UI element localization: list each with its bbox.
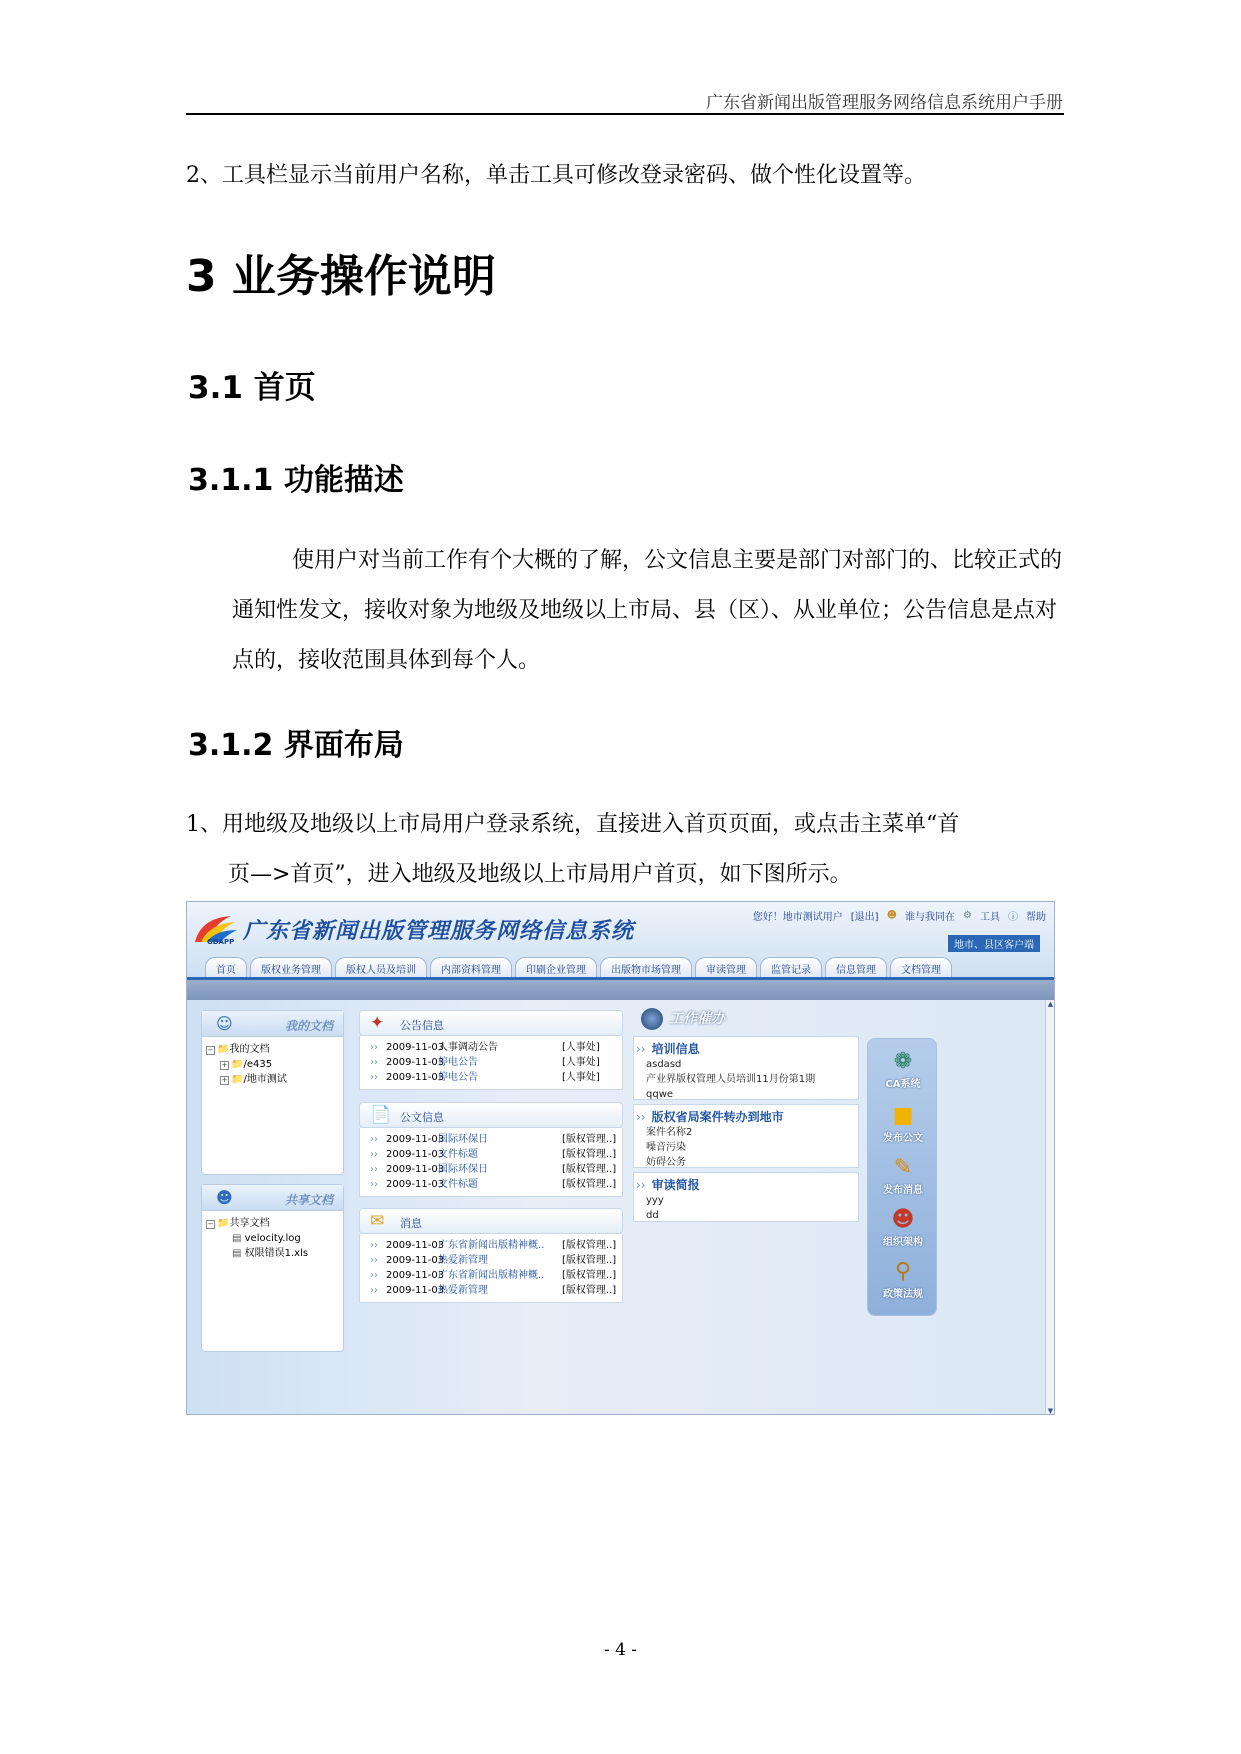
magnifier-icon: ⚲ bbox=[894, 1259, 912, 1284]
tab-4[interactable]: 印刷企业管理 bbox=[515, 957, 597, 977]
section-heading: 3.1 首页 bbox=[188, 370, 316, 406]
training-line[interactable]: qqwe bbox=[646, 1089, 674, 1100]
envelope-icon: ✉ bbox=[370, 1211, 385, 1231]
subsection-heading-function: 3.1.1 功能描述 bbox=[188, 463, 404, 498]
users-icon: ☻ bbox=[216, 1188, 233, 1207]
toolbar-band bbox=[187, 980, 1054, 1000]
item-date: 2009-11-03 bbox=[386, 1134, 445, 1145]
item-date: 2009-11-03 bbox=[386, 1179, 445, 1190]
logo-text: GDAPP bbox=[207, 938, 235, 946]
messages-box bbox=[359, 1208, 623, 1303]
review-title[interactable]: ›› 审读简报 bbox=[636, 1178, 700, 1192]
publish-message-button[interactable]: ✎ 发布消息 bbox=[868, 1155, 938, 1196]
bullet-icon: ›› bbox=[370, 1042, 378, 1053]
file-icon: ▤ bbox=[232, 1233, 242, 1244]
function-description: 使用户对当前工作有个大概的了解，公文信息主要是部门对部门的、比较正式的通知性发文，接收对象为地级及地级以上市局、县（区）、从业单位；公告信息是点对点的，接收范围具体到每个人。 bbox=[232, 548, 1063, 673]
item-tag: [版权管理..] bbox=[562, 1134, 617, 1145]
tab-7[interactable]: 监管记录 bbox=[760, 957, 822, 977]
tree-node-e435[interactable]: + 📁/e435 bbox=[221, 1059, 273, 1070]
logout-link[interactable]: [退出] bbox=[850, 912, 879, 923]
training-box bbox=[633, 1036, 859, 1100]
vertical-scrollbar[interactable] bbox=[1045, 1000, 1054, 1415]
tab-0[interactable]: 首页 bbox=[205, 957, 247, 977]
system-title: 广东省新闻出版管理服务网络信息系统 bbox=[243, 919, 635, 944]
bullet-icon: ›› bbox=[370, 1255, 378, 1266]
cases-title[interactable]: ›› 版权省局案件转办到地市 bbox=[636, 1110, 784, 1124]
training-line[interactable]: 产业界版权管理人员培训11月份第1期 bbox=[646, 1074, 816, 1085]
item-title[interactable]: 广东省新闻出版精神概.. bbox=[438, 1270, 545, 1281]
tree-file-velocity[interactable]: ▤ velocity.log bbox=[232, 1233, 301, 1244]
item-date: 2009-11-03 bbox=[386, 1042, 445, 1053]
scroll-down-icon[interactable]: ▼ bbox=[1047, 1407, 1054, 1415]
collapse-icon[interactable]: − bbox=[207, 1046, 214, 1054]
pencil-icon: ✎ bbox=[893, 1155, 913, 1180]
item-tag: [版权管理..] bbox=[562, 1240, 617, 1251]
my-docs-header bbox=[202, 1011, 343, 1037]
list-item[interactable] bbox=[370, 1055, 622, 1070]
bullet-icon: ›› bbox=[370, 1134, 378, 1145]
header-rule bbox=[186, 113, 1064, 115]
training-title[interactable]: ›› 培训信息 bbox=[636, 1042, 700, 1056]
review-box bbox=[633, 1172, 859, 1222]
bullet-icon: ›› bbox=[370, 1285, 378, 1296]
tools-link[interactable]: 工具 bbox=[980, 912, 1000, 923]
scroll-up-icon[interactable]: ▲ bbox=[1047, 1000, 1054, 1008]
shared-docs-header bbox=[202, 1185, 343, 1211]
ca-icon: ❁ bbox=[893, 1049, 913, 1074]
folder-icon: 📁 bbox=[231, 1059, 244, 1070]
help-link[interactable]: 帮助 bbox=[1026, 912, 1046, 923]
item-date: 2009-11-03 bbox=[386, 1255, 445, 1266]
bullet-icon: ›› bbox=[370, 1270, 378, 1281]
client-badge: 地市、县区客户端 bbox=[948, 935, 1040, 952]
item-date: 2009-11-03 bbox=[386, 1270, 445, 1281]
item-title[interactable]: 国际环保日 bbox=[438, 1164, 488, 1175]
bullet-icon: ›› bbox=[370, 1072, 378, 1083]
item-title[interactable]: 文件标题 bbox=[438, 1149, 478, 1160]
review-line[interactable]: yyy bbox=[646, 1195, 664, 1206]
tab-1[interactable]: 版权业务管理 bbox=[250, 957, 332, 977]
system-homepage-screenshot bbox=[186, 901, 1055, 1415]
item-tag: [版权管理..] bbox=[562, 1149, 617, 1160]
greeting: 您好！地市测试用户 bbox=[752, 912, 843, 923]
review-line[interactable]: dd bbox=[646, 1210, 659, 1221]
item-date: 2009-11-03 bbox=[386, 1240, 445, 1251]
list-item[interactable] bbox=[370, 1162, 622, 1177]
shared-docs-tree bbox=[202, 1211, 343, 1266]
item-title[interactable]: 人事调动公告 bbox=[438, 1042, 498, 1053]
item-tag: [人事处] bbox=[562, 1042, 600, 1053]
bullet-icon: ›› bbox=[370, 1164, 378, 1175]
tree-file-permission-error[interactable]: ▤ 权限错误1.xls bbox=[232, 1248, 309, 1259]
item-title[interactable]: 停电公告 bbox=[438, 1072, 478, 1083]
main-menu-tabs bbox=[205, 957, 952, 977]
tab-2[interactable]: 版权人员及培训 bbox=[335, 957, 427, 977]
my-docs-tree bbox=[202, 1037, 343, 1092]
item-date: 2009-11-03 bbox=[386, 1164, 445, 1175]
clock-icon bbox=[641, 1008, 663, 1030]
folder-icon: ■ bbox=[892, 1103, 914, 1128]
intro-paragraph: 2、工具栏显示当前用户名称，单击工具可修改登录密码、做个性化设置等。 bbox=[186, 163, 926, 188]
item-tag: [版权管理..] bbox=[562, 1285, 617, 1296]
cases-box bbox=[633, 1104, 859, 1168]
user-icon: ☺ bbox=[216, 1014, 233, 1033]
item-tag: [版权管理..] bbox=[562, 1270, 617, 1281]
folder-icon: 📁 bbox=[217, 1218, 230, 1229]
list-item[interactable] bbox=[370, 1132, 622, 1147]
item-tag: [人事处] bbox=[562, 1072, 600, 1083]
people-icon: ☻ bbox=[891, 1207, 915, 1232]
documents-box bbox=[359, 1102, 623, 1197]
expand-icon[interactable]: + bbox=[221, 1061, 228, 1069]
documents-header bbox=[359, 1102, 623, 1128]
item-date: 2009-11-03 bbox=[386, 1149, 445, 1160]
item-title[interactable]: 国际环保日 bbox=[438, 1134, 488, 1145]
file-icon: ▤ bbox=[232, 1248, 242, 1259]
shared-docs-panel bbox=[201, 1184, 344, 1352]
case-line[interactable]: 妨碍公务 bbox=[646, 1157, 686, 1168]
tab-3[interactable]: 内部资料管理 bbox=[430, 957, 512, 977]
list-item[interactable] bbox=[370, 1283, 622, 1298]
megaphone-icon: ✦ bbox=[370, 1013, 385, 1033]
help-icon: ⓘ bbox=[1008, 912, 1018, 923]
item-title[interactable]: 热爱新管理 bbox=[438, 1255, 488, 1266]
online-users-icon: ☻ bbox=[886, 910, 898, 921]
ca-system-button[interactable]: ❁ CA系统 bbox=[868, 1049, 938, 1090]
tab-5[interactable]: 出版物市场管理 bbox=[600, 957, 692, 977]
documents-list bbox=[359, 1128, 623, 1197]
item-date: 2009-11-03 bbox=[386, 1057, 445, 1068]
tab-6[interactable]: 审读管理 bbox=[695, 957, 757, 977]
top-links bbox=[753, 908, 1046, 923]
training-line[interactable]: asdasd bbox=[646, 1059, 682, 1070]
tools-icon: ⚙ bbox=[963, 910, 972, 921]
item-date: 2009-11-03 bbox=[386, 1285, 445, 1296]
bullet-icon: ›› bbox=[370, 1149, 378, 1160]
bullet-icon: ›› bbox=[370, 1057, 378, 1068]
quick-tools bbox=[867, 1038, 937, 1316]
collapse-icon[interactable]: − bbox=[207, 1220, 214, 1228]
item-title[interactable]: 文件标题 bbox=[438, 1179, 478, 1190]
list-item[interactable] bbox=[370, 1177, 622, 1192]
chapter-heading: 3 业务操作说明 bbox=[186, 251, 496, 302]
document-icon: 📄 bbox=[370, 1105, 392, 1125]
notices-title: 公告信息 bbox=[400, 1019, 444, 1032]
work-reminders-title: 工作催办 bbox=[669, 1011, 725, 1027]
publish-document-button[interactable]: ■ 发布公文 bbox=[868, 1103, 938, 1144]
folder-icon: 📁 bbox=[217, 1044, 230, 1055]
item-date: 2009-11-03 bbox=[386, 1072, 445, 1083]
item-tag: [版权管理..] bbox=[562, 1255, 617, 1266]
messages-header bbox=[359, 1208, 623, 1234]
case-line[interactable]: 噪音污染 bbox=[646, 1142, 686, 1153]
case-line[interactable]: 案件名称2 bbox=[646, 1127, 693, 1138]
tab-8[interactable]: 信息管理 bbox=[825, 957, 887, 977]
my-docs-panel bbox=[201, 1010, 344, 1175]
my-docs-title: 我的文档 bbox=[284, 1019, 333, 1033]
list-item[interactable] bbox=[370, 1070, 622, 1085]
item-tag: [版权管理..] bbox=[562, 1164, 617, 1175]
item-tag: [人事处] bbox=[562, 1057, 600, 1068]
messages-title: 消息 bbox=[400, 1217, 422, 1230]
notices-list bbox=[359, 1036, 623, 1090]
step-1-line-1: 1、用地级及地级以上市局用户登录系统，直接进入首页页面，或点击主菜单“首 bbox=[186, 812, 960, 837]
folder-icon: 📁 bbox=[231, 1074, 244, 1085]
page-number: - 4 - bbox=[603, 1640, 638, 1660]
home-content bbox=[187, 1000, 1047, 1415]
list-item[interactable] bbox=[370, 1268, 622, 1283]
bullet-icon: ›› bbox=[370, 1240, 378, 1251]
org-structure-button[interactable]: ☻ 组织架构 bbox=[868, 1207, 938, 1248]
step-1-line-2: 页—>首页”，进入地级及地级以上市局用户首页，如下图所示。 bbox=[228, 862, 852, 887]
list-item[interactable] bbox=[370, 1040, 622, 1055]
item-title[interactable]: 停电公告 bbox=[438, 1057, 478, 1068]
tree-node-shared-root[interactable]: − 📁共享文档 bbox=[207, 1218, 270, 1229]
documents-title: 公文信息 bbox=[400, 1111, 444, 1124]
item-title[interactable]: 热爱新管理 bbox=[438, 1285, 488, 1296]
list-item[interactable] bbox=[370, 1147, 622, 1162]
running-header: 广东省新闻出版管理服务网络信息系统用户手册 bbox=[706, 93, 1063, 113]
list-item[interactable] bbox=[370, 1238, 622, 1253]
messages-list bbox=[359, 1234, 623, 1303]
system-header bbox=[187, 902, 1054, 980]
work-reminders bbox=[625, 1000, 865, 1415]
step-1-paragraph bbox=[186, 800, 1064, 900]
list-item[interactable] bbox=[370, 1253, 622, 1268]
tree-node-city-test[interactable]: + 📁/地市测试 bbox=[221, 1074, 287, 1085]
tree-node-root[interactable]: − 📁我的文档 bbox=[207, 1044, 270, 1055]
expand-icon[interactable]: + bbox=[221, 1076, 228, 1084]
subsection-heading-layout: 3.1.2 界面布局 bbox=[188, 728, 404, 763]
notices-header bbox=[359, 1010, 623, 1036]
notices-box bbox=[359, 1010, 623, 1090]
who-online-link[interactable]: 谁与我同在 bbox=[905, 912, 956, 923]
shared-docs-title: 共享文档 bbox=[284, 1193, 333, 1207]
item-tag: [版权管理..] bbox=[562, 1179, 617, 1190]
policy-button[interactable]: ⚲ 政策法规 bbox=[868, 1259, 938, 1300]
bullet-icon: ›› bbox=[370, 1179, 378, 1190]
tab-9[interactable]: 文档管理 bbox=[890, 957, 952, 977]
item-title[interactable]: 广东省新闻出版精神概.. bbox=[438, 1240, 545, 1251]
